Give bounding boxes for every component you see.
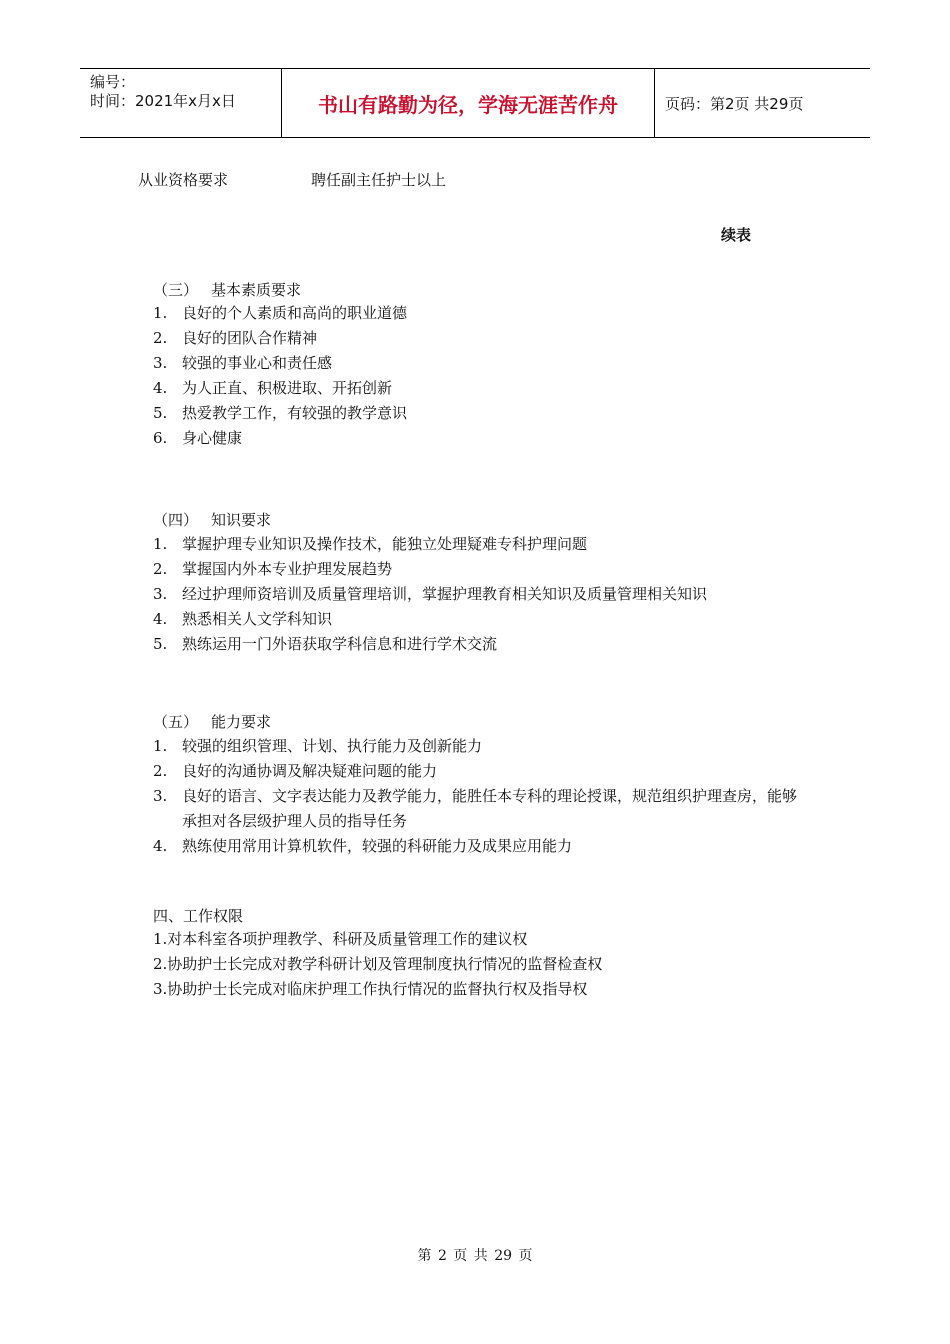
section3-list xyxy=(153,301,807,451)
list-item xyxy=(153,351,807,376)
item-text: 良好的沟通协调及解决疑难问题的能力 xyxy=(182,762,438,780)
item-number: 1. xyxy=(153,737,168,755)
date-label: 时间：2021年x月x日 xyxy=(90,92,236,110)
section-heading: 基本素质要求 xyxy=(211,281,302,299)
list-item: 2.协助护士长完成对教学科研计划及管理制度执行情况的监督检查权 xyxy=(153,955,603,973)
list-item xyxy=(153,834,807,859)
item-text: 良好的个人素质和高尚的职业道德 xyxy=(182,304,408,322)
item-text: 掌握国内外本专业护理发展趋势 xyxy=(182,560,393,578)
item-text: 较强的组织管理、计划、执行能力及创新能力 xyxy=(182,737,483,755)
list-item xyxy=(153,326,807,351)
item-text: 较强的事业心和责任感 xyxy=(182,354,333,372)
section-title xyxy=(153,280,301,300)
authority-list xyxy=(153,927,602,1002)
item-text: 良好的语言、文字表达能力及教学能力，能胜任本专科的理论授课，规范组织护理查房，能够承担对各层级护理人员的指导任务 xyxy=(182,787,798,830)
item-number: 2. xyxy=(153,329,168,347)
item-number: 4. xyxy=(153,610,168,628)
item-text: 熟练运用一门外语获取学科信息和进行学术交流 xyxy=(182,635,498,653)
item-number: 2. xyxy=(153,560,168,578)
item-number: 2. xyxy=(153,762,168,780)
item-text: 身心健康 xyxy=(182,429,243,447)
header-page-label: 页码：第2页 共29页 xyxy=(665,94,804,113)
list-item xyxy=(153,632,807,657)
list-item xyxy=(153,759,807,784)
item-number: 4. xyxy=(153,379,168,397)
list-item xyxy=(153,582,807,607)
section-index: （三） xyxy=(153,281,199,299)
item-number: 1. xyxy=(153,535,168,553)
list-item xyxy=(153,376,807,401)
serial-label: 编号： xyxy=(90,73,136,91)
item-number: 3. xyxy=(153,585,168,603)
item-number: 1. xyxy=(153,304,168,322)
item-text: 为人正直、积极进取、开拓创新 xyxy=(182,379,393,397)
list-item xyxy=(153,301,807,326)
item-text: 熟练使用常用计算机软件，较强的科研能力及成果应用能力 xyxy=(182,837,573,855)
section-title xyxy=(153,510,271,530)
authority-title: 四、工作权限 xyxy=(153,907,244,925)
section5-list xyxy=(153,734,807,859)
list-item xyxy=(153,557,807,582)
page-footer: 第 2 页 共 29 页 xyxy=(417,1248,533,1264)
list-item xyxy=(153,532,807,557)
continued-label: 续表 xyxy=(721,226,752,244)
section-index: （四） xyxy=(153,511,199,529)
header-motto: 书山有路勤为径，学海无涯苦作舟 xyxy=(282,69,655,137)
list-item: 3.协助护士长完成对临床护理工作执行情况的监督执行权及指导权 xyxy=(153,980,588,998)
item-text: 熟悉相关人文学科知识 xyxy=(182,610,333,628)
item-text: 经过护理师资培训及质量管理培训，掌握护理教育相关知识及质量管理相关知识 xyxy=(182,585,708,603)
section-heading: 能力要求 xyxy=(211,713,272,731)
section-index: （五） xyxy=(153,713,199,731)
list-item xyxy=(153,607,807,632)
section-title xyxy=(153,712,271,732)
item-number: 5. xyxy=(153,635,168,653)
qualification-value: 聘任副主任护士以上 xyxy=(311,171,447,189)
item-number: 6. xyxy=(153,429,168,447)
item-number: 3. xyxy=(153,787,168,805)
page-header xyxy=(80,68,870,138)
list-item xyxy=(153,734,807,759)
item-number: 5. xyxy=(153,404,168,422)
item-text: 掌握护理专业知识及操作技术，能独立处理疑难专科护理问题 xyxy=(182,535,588,553)
list-item xyxy=(153,401,807,426)
section4-list xyxy=(153,532,807,657)
item-text: 良好的团队合作精神 xyxy=(182,329,318,347)
list-item xyxy=(153,784,807,834)
qualification-label: 从业资格要求 xyxy=(138,171,229,189)
item-number: 3. xyxy=(153,354,168,372)
item-text: 热爱教学工作，有较强的教学意识 xyxy=(182,404,408,422)
section-heading: 知识要求 xyxy=(211,511,272,529)
list-item: 1.对本科室各项护理教学、科研及质量管理工作的建议权 xyxy=(153,930,528,948)
list-item xyxy=(153,426,807,451)
header-meta xyxy=(80,69,282,137)
item-number: 4. xyxy=(153,837,168,855)
